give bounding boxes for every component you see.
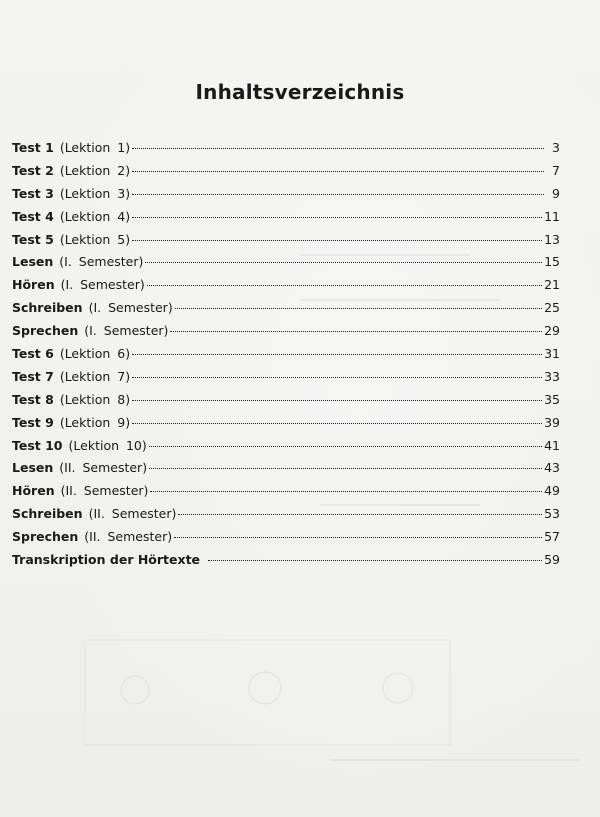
toc-entry-title: Test 5: [12, 231, 54, 247]
toc-entry-subtitle: (II. Semester): [84, 529, 173, 545]
toc-entry-subtitle: (Lektion 7): [59, 368, 131, 384]
toc-entry: [12, 392, 560, 415]
toc-entry: [12, 163, 560, 186]
toc-page-number: 13: [544, 231, 560, 247]
toc-entry-title: Hören: [12, 483, 55, 499]
toc-entry-title: Schreiben: [12, 300, 83, 316]
toc-page-number: 29: [544, 323, 560, 339]
dot-leader: [149, 446, 542, 447]
toc-entry-subtitle: (I. Semester): [60, 277, 145, 293]
toc-entry-title: Test 2: [12, 162, 54, 178]
toc-entry-title: Lesen: [12, 460, 54, 476]
toc-entry-title: Schreiben: [12, 506, 83, 522]
toc-entry: [12, 483, 560, 506]
toc-entry-subtitle: (Lektion 8): [59, 391, 131, 407]
toc-entry-subtitle: (Lektion 1): [59, 140, 131, 155]
toc-page-number: 57: [544, 529, 560, 545]
toc-page-number: 3: [552, 140, 560, 155]
toc-entry: [12, 300, 560, 323]
toc-page-number: 11: [544, 208, 560, 224]
toc-page-number: 25: [544, 300, 560, 316]
toc-entry: [12, 415, 560, 438]
toc-entry: [12, 506, 560, 529]
toc-entry-subtitle: (Lektion 9): [59, 414, 131, 430]
toc-entry-subtitle: (II. Semester): [59, 460, 148, 476]
toc-entry-title: Test 3: [12, 185, 54, 201]
toc-page-number: 39: [544, 414, 560, 430]
toc-entry-subtitle: (I. Semester): [88, 300, 173, 316]
toc-entry-title: Sprechen: [12, 529, 79, 545]
dot-leader: [174, 537, 542, 538]
dot-leader: [132, 400, 542, 401]
toc-entry-subtitle: (Lektion 4): [59, 208, 131, 224]
toc-page-number: 7: [552, 162, 560, 178]
table-of-contents: [12, 140, 560, 575]
dot-leader: [145, 262, 542, 263]
dot-leader: [150, 491, 542, 492]
dot-leader: [208, 560, 542, 561]
toc-entry: [12, 209, 560, 232]
toc-entry-title: Hören: [12, 277, 55, 293]
toc-entry-title: Test 4: [12, 208, 54, 224]
toc-entry: [12, 529, 560, 552]
toc-entry-subtitle: (Lektion 6): [59, 346, 131, 362]
toc-page-number: 43: [544, 460, 560, 476]
page-title: Inhaltsverzeichnis: [195, 80, 405, 104]
toc-entry-subtitle: (Lektion 10): [68, 437, 147, 453]
dot-leader: [149, 468, 542, 469]
dot-leader: [132, 423, 542, 424]
toc-page-number: 59: [544, 552, 560, 568]
toc-entry-title: Test 7: [12, 368, 54, 384]
dot-leader: [170, 331, 542, 332]
toc-entry: [12, 438, 560, 461]
toc-entry: [12, 460, 560, 483]
toc-entry-subtitle: (I. Semester): [59, 254, 144, 270]
toc-entry-title: Test 8: [12, 391, 54, 407]
toc-page-number: 49: [544, 483, 560, 499]
toc-entry-title: Test 6: [12, 346, 54, 362]
toc-entry: [12, 323, 560, 346]
toc-entry-title: Sprechen: [12, 323, 79, 339]
toc-entry: [12, 552, 560, 575]
toc-entry-title: Test 1: [12, 140, 54, 155]
toc-entry-subtitle: (I. Semester): [84, 323, 169, 339]
toc-page-number: 15: [544, 254, 560, 270]
dot-leader: [132, 240, 542, 241]
dot-leader: [132, 377, 542, 378]
toc-entry-subtitle: (Lektion 3): [59, 185, 131, 201]
toc-entry-subtitle: (Lektion 2): [59, 162, 131, 178]
dot-leader: [132, 171, 544, 172]
toc-entry: [12, 232, 560, 255]
toc-entry-subtitle: (Lektion 5): [59, 231, 131, 247]
toc-entry-title: Lesen: [12, 254, 54, 270]
toc-entry: [12, 346, 560, 369]
dot-leader: [178, 514, 542, 515]
dot-leader: [147, 285, 542, 286]
toc-entry-title: Test 10: [12, 437, 63, 453]
toc-entry: [12, 369, 560, 392]
toc-page-number: 35: [544, 391, 560, 407]
toc-entry-title: Transkription der Hörtexte: [12, 552, 201, 568]
toc-page-number: 31: [544, 346, 560, 362]
toc-entry: [12, 140, 560, 163]
toc-page-number: 21: [544, 277, 560, 293]
toc-page-number: 53: [544, 506, 560, 522]
dot-leader: [132, 148, 544, 149]
toc-entry-subtitle: (II. Semester): [60, 483, 149, 499]
toc-page-number: 41: [544, 437, 560, 453]
dot-leader: [132, 354, 542, 355]
toc-entry: [12, 254, 560, 277]
toc-entry-subtitle: (II. Semester): [88, 506, 177, 522]
dot-leader: [132, 217, 542, 218]
toc-page-number: 9: [552, 185, 560, 201]
toc-page-number: 33: [544, 368, 560, 384]
toc-entry: [12, 186, 560, 209]
toc-entry: [12, 277, 560, 300]
dot-leader: [132, 194, 544, 195]
dot-leader: [175, 308, 542, 309]
toc-entry-title: Test 9: [12, 414, 54, 430]
